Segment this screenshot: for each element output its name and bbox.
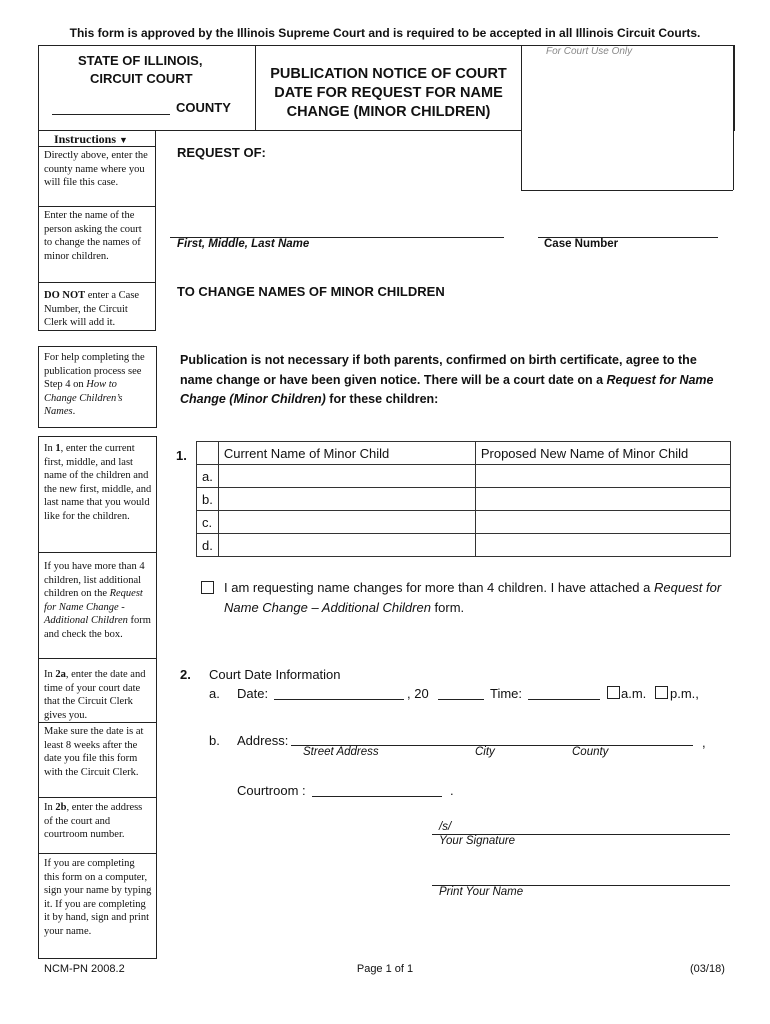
court-date-title: Court Date Information (209, 667, 341, 682)
row-label: c. (197, 511, 219, 534)
intro-paragraph: Publication is not necessary if both parents, confirmed on birth certificate, agree to the name change or have been given notice. There will be a court date on a Request for Name Change (Minor Children) for these children: (180, 353, 714, 406)
instructions-title: Instructions ▼ (54, 132, 128, 146)
instruction-eight-weeks: Make sure the date is at least 8 weeks after the date you file this form with the Circuit Clerk. (44, 726, 144, 778)
page-number: Page 1 of 1 (356, 963, 414, 975)
form-code: NCM-PN 2008.2 (44, 963, 125, 975)
court-label: CIRCUIT COURT (90, 71, 193, 86)
name-caption: First, Middle, Last Name (177, 238, 310, 250)
request-of-label: REQUEST OF: (177, 145, 266, 160)
current-name-cell[interactable] (218, 534, 475, 557)
row-label: b. (197, 488, 219, 511)
address-label: Address: (237, 733, 289, 748)
more-children-checkbox[interactable] (201, 581, 214, 594)
instruction-county: Directly above, enter the county name where you will file this case. (44, 150, 148, 188)
instruction-more-children: If you have more than 4 children, list additional children on the Request for Name Change - Additional Children form and check the box. (44, 561, 151, 640)
proposed-name-cell[interactable] (475, 488, 730, 511)
row-label: a. (197, 465, 219, 488)
instruction-section1: In 1, enter the current first, middle, and last name of the children and the new first, middle, and last name that you would like for the children. (44, 443, 152, 522)
signature-value[interactable]: /s/ (439, 821, 452, 833)
year-input-line[interactable] (438, 699, 484, 700)
section2-number: 2. (180, 667, 191, 682)
time-label: Time: (490, 686, 523, 701)
current-name-cell[interactable] (218, 511, 475, 534)
col-proposed-name: Proposed New Name of Minor Child (475, 442, 730, 465)
county-caption: County (572, 746, 609, 758)
proposed-name-cell[interactable] (475, 465, 730, 488)
county-label: COUNTY (176, 100, 231, 115)
row-label: d. (197, 534, 219, 557)
time-input-line[interactable] (528, 699, 600, 700)
table-header-row (197, 442, 731, 465)
address-comma: , (702, 735, 706, 750)
pm-checkbox[interactable] (655, 686, 668, 699)
signature-caption: Your Signature (439, 835, 516, 847)
courtroom-input-line[interactable] (312, 796, 442, 797)
date-input-line[interactable] (274, 699, 404, 700)
date-label: Date: (237, 686, 269, 701)
dropdown-arrow-icon: ▼ (119, 135, 128, 145)
instruction-requester: Enter the name of the person asking the court to change the names of minor children. (44, 210, 142, 262)
am-label: a.m. (621, 686, 647, 701)
section1-number: 1. (176, 448, 187, 463)
instruction-section2a: In 2a, enter the date and time of your court date that the Circuit Clerk gives you. (44, 669, 146, 721)
courtroom-label: Courtroom : (237, 783, 306, 798)
year-prefix: , 20 (407, 686, 429, 701)
table-row (197, 465, 731, 488)
table-row (197, 534, 731, 557)
item-a-label: a. (209, 686, 220, 701)
table-row (197, 488, 731, 511)
instruction-section2b: In 2b, enter the address of the court and courtroom number. (44, 802, 143, 840)
street-caption: Street Address (303, 746, 379, 758)
proposed-name-cell[interactable] (475, 534, 730, 557)
col-current-name: Current Name of Minor Child (218, 442, 475, 465)
county-input-line[interactable] (52, 114, 170, 115)
table-row (197, 511, 731, 534)
proposed-name-cell[interactable] (475, 511, 730, 534)
item-b-label: b. (209, 733, 220, 748)
current-name-cell[interactable] (218, 465, 475, 488)
approval-banner: This form is approved by the Illinois Supreme Court and is required to be accepted in all Illinois Circuit Courts. (69, 26, 701, 40)
instruction-case-number: DO NOT enter a Case Number, the Circuit Clerk will add it. (44, 290, 140, 328)
form-title: PUBLICATION NOTICE OF COURT DATE FOR REQUEST FOR NAME CHANGE (MINOR CHILDREN) (270, 66, 507, 120)
instruction-signature: If you are completing this form on a computer, sign your name by typing it. If you are completing it by hand, sign and print your name. (44, 858, 152, 937)
courtroom-period: . (450, 783, 454, 798)
print-name-caption: Print Your Name (439, 886, 524, 898)
children-table (196, 441, 731, 557)
change-names-label: TO CHANGE NAMES OF MINOR CHILDREN (177, 284, 445, 299)
instruction-help: For help completing the publication process see Step 4 on How to Change Children’s Names. (44, 352, 145, 417)
state-label: STATE OF ILLINOIS, (78, 53, 203, 68)
case-number-caption: Case Number (544, 238, 619, 250)
current-name-cell[interactable] (218, 488, 475, 511)
am-checkbox[interactable] (607, 686, 620, 699)
pm-label: p.m., (670, 686, 699, 701)
city-caption: City (475, 746, 495, 758)
court-use-label: For Court Use Only (546, 46, 633, 57)
more-children-text: I am requesting name changes for more than 4 children. I have attached a Request for Name Change – Additional Children form. (224, 580, 722, 615)
revision-date: (03/18) (690, 963, 725, 975)
